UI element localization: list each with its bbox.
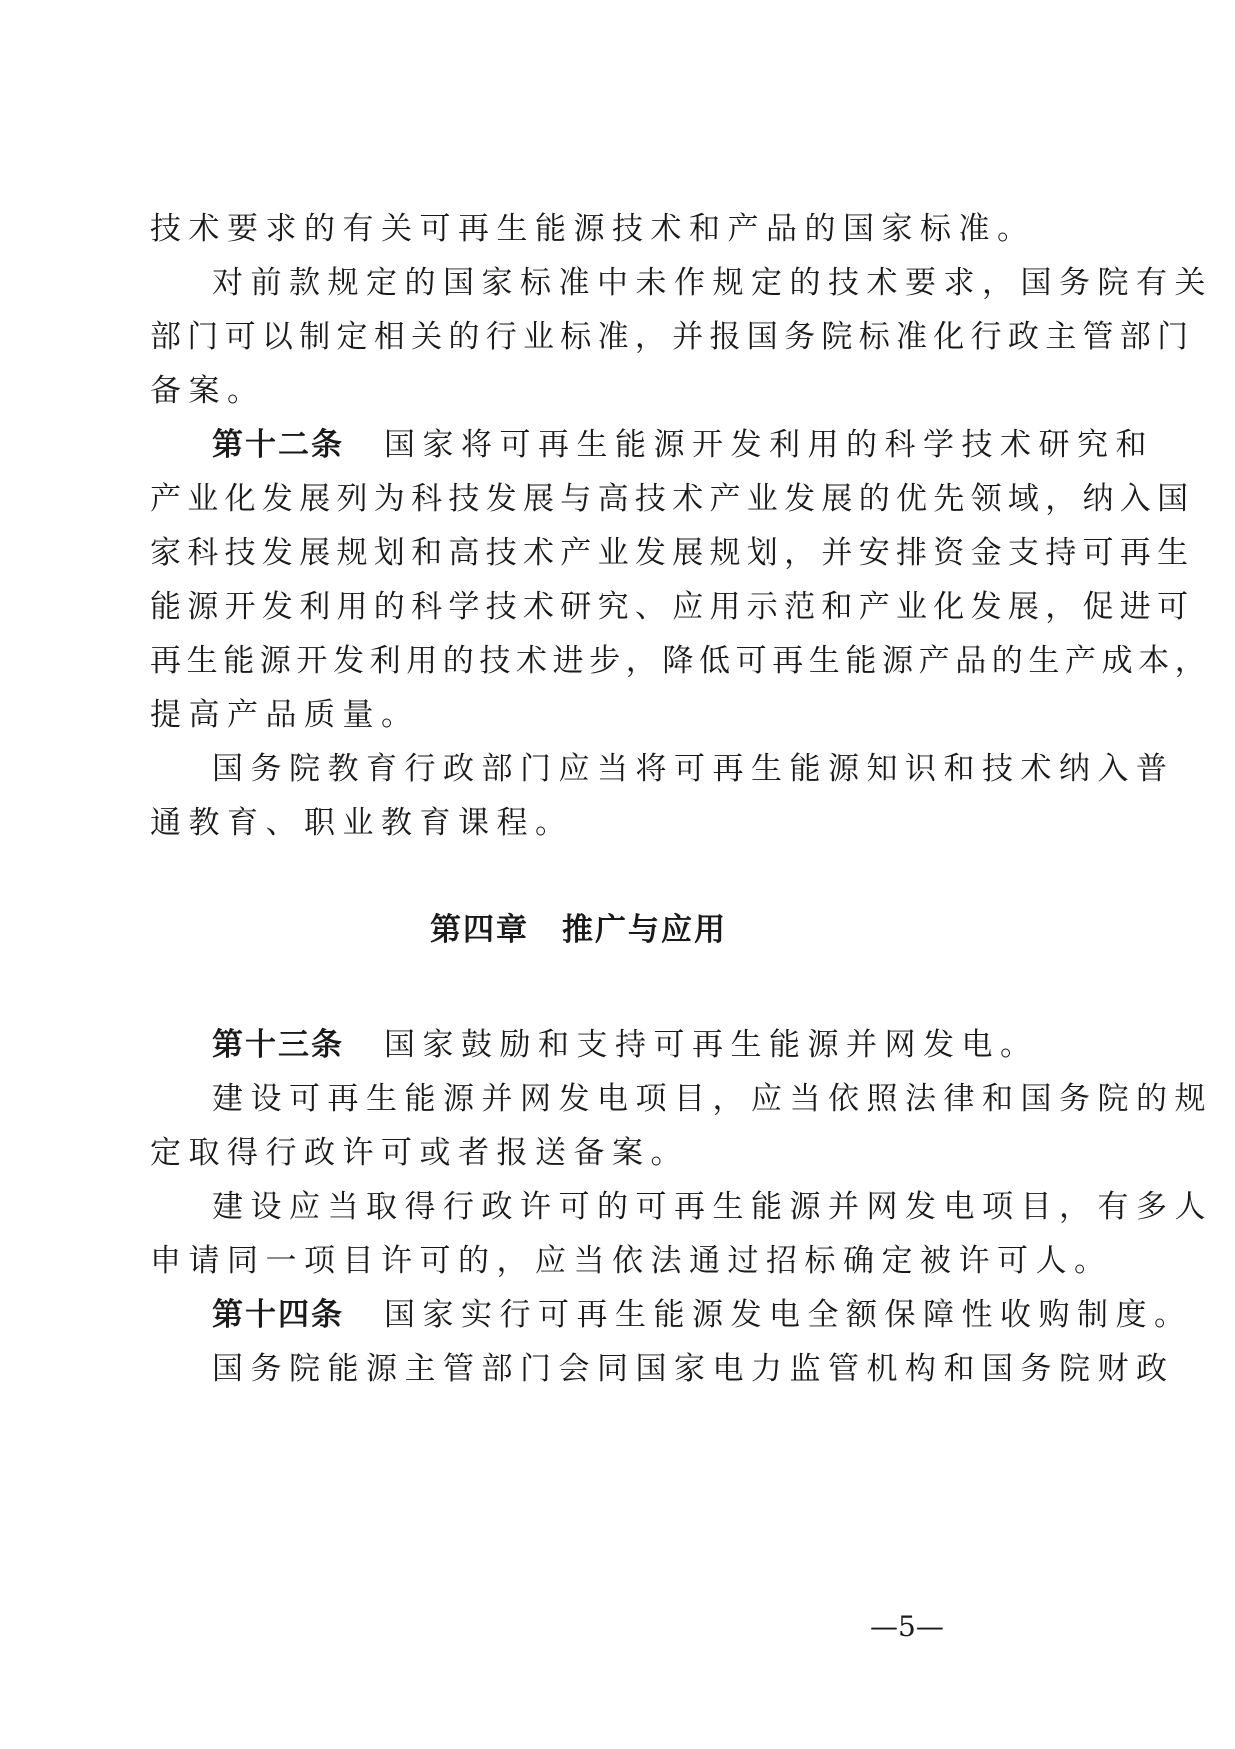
- article-13-label: 第十三条: [212, 1027, 344, 1063]
- text-line-14: 建设可再生能源并网发电项目，应当依照法律和国务院的规: [212, 1081, 1213, 1117]
- text-line-2: 对前款规定的国家标准中未作规定的技术要求，国务院有关: [212, 265, 1213, 301]
- text-line-12: 通教育、职业教育课程。: [150, 805, 574, 841]
- text-line-17: 申请同一项目许可的，应当依法通过招标确定被许可人。: [150, 1243, 1113, 1279]
- text-line-7: 家科技发展规划和高技术产业发展规划，并安排资金支持可再生: [150, 535, 1195, 571]
- article-12-text: 国家将可再生能源开发利用的科学技术研究和: [384, 427, 1154, 463]
- text-line-11: 国务院教育行政部门应当将可再生能源知识和技术纳入普: [212, 751, 1175, 787]
- text-line-3: 部门可以制定相关的行业标准，并报国务院标准化行政主管部门: [150, 319, 1195, 355]
- text-line-4: 备案。: [150, 373, 266, 409]
- text-line-15: 定取得行政许可或者报送备案。: [150, 1135, 689, 1171]
- article-13-text: 国家鼓励和支持可再生能源并网发电。: [384, 1027, 1039, 1063]
- article-12-line: [212, 427, 1154, 463]
- text-line-16: 建设应当取得行政许可的可再生能源并网发电项目，有多人: [212, 1189, 1213, 1225]
- article-14-label: 第十四条: [212, 1297, 344, 1333]
- text-line-9: 再生能源开发利用的技术进步，降低可再生能源产品的生产成本，: [150, 643, 1212, 679]
- article-14-text: 国家实行可再生能源发电全额保障性收购制度。: [384, 1297, 1193, 1333]
- page-number: —5—: [870, 1610, 944, 1643]
- text-line-6: 产业化发展列为科技发展与高技术产业发展的优先领域，纳入国: [150, 481, 1195, 517]
- text-line-19: 国务院能源主管部门会同国家电力监管机构和国务院财政: [212, 1351, 1175, 1387]
- article-14-line: [212, 1297, 1193, 1333]
- article-13-line: [212, 1027, 1039, 1063]
- article-12-label: 第十二条: [212, 427, 344, 463]
- chapter-heading: 第四章 推广与应用: [430, 912, 727, 948]
- text-line-8: 能源开发利用的科学技术研究、应用示范和产业化发展，促进可: [150, 589, 1195, 625]
- text-line-1: 技术要求的有关可再生能源技术和产品的国家标准。: [150, 211, 1036, 247]
- text-line-10: 提高产品质量。: [150, 697, 420, 733]
